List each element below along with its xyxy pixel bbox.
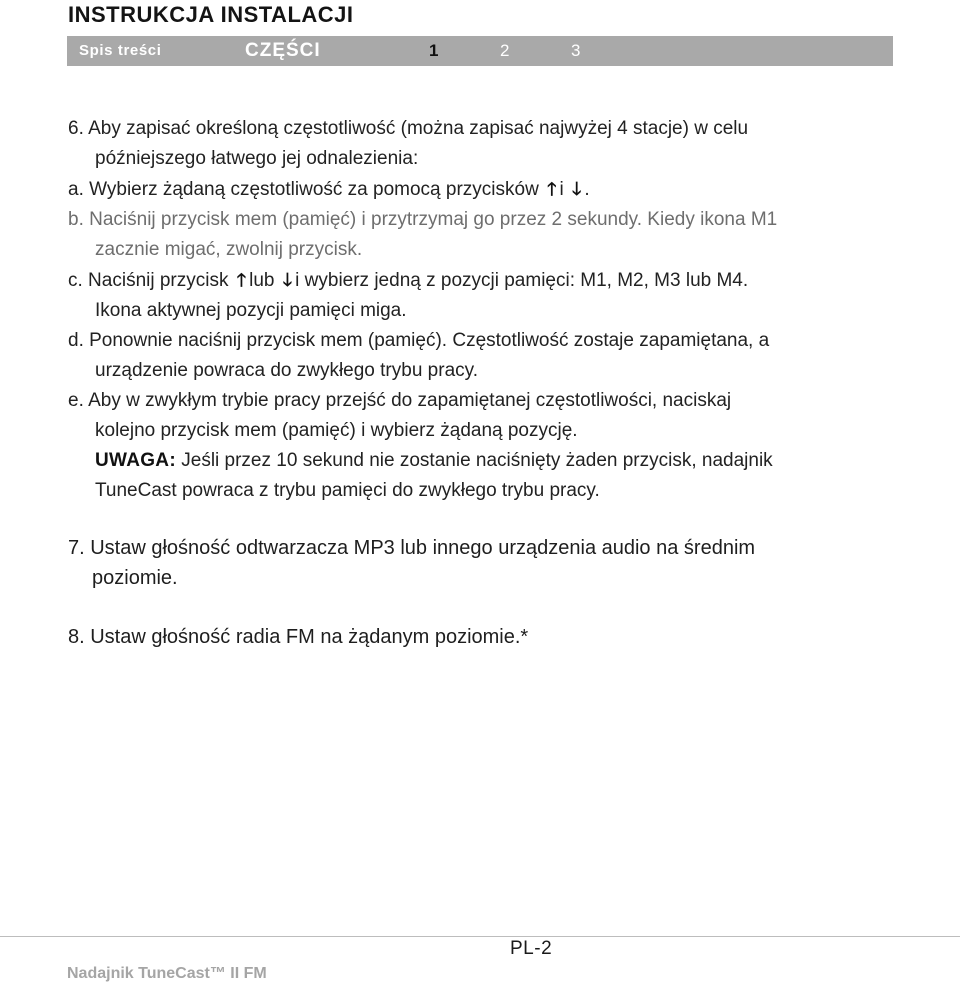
nav-link-parts[interactable]: CZĘŚCI [245, 40, 321, 61]
step-6-line-1: 6. Aby zapisać określoną częstotliwość (można zapisać najwyżej 4 stacje) w celu [68, 118, 749, 139]
section-navbar [67, 36, 893, 66]
step-6a [68, 174, 898, 205]
arrow-down-icon: 🡓 [282, 270, 293, 290]
nav-link-toc[interactable]: Spis treści [79, 42, 162, 59]
nav-link-page-2[interactable]: 2 [500, 41, 510, 60]
nav-link-page-3[interactable]: 3 [571, 41, 581, 60]
step-6b-line-2: zacznie migać, zwolnij przycisk. [95, 239, 363, 260]
nav-link-page-1[interactable]: 1 [429, 41, 439, 60]
step-7-line-2: poziomie. [92, 567, 178, 589]
step-6a-and: i [559, 179, 564, 200]
step-8: 8. Ustaw głośność radia FM na żądanym poziomie.* [68, 626, 529, 648]
step-6c-text: c. Naciśnij przycisk [68, 270, 229, 291]
step-6a-text: a. Wybierz żądaną częstotliwość za pomocą przycisków [68, 179, 539, 200]
warning-note-line-2: TuneCast powraca z trybu pamięci do zwykłego trybu pracy. [95, 480, 600, 501]
footer-divider [0, 936, 960, 937]
page-number: PL-2 [510, 938, 553, 959]
arrow-up-icon: 🡑 [547, 179, 557, 199]
warning-text: Jeśli przez 10 sekund nie zostanie naciśnięty żaden przycisk, nadajnik [175, 450, 773, 471]
arrow-up-icon: 🡑 [236, 270, 247, 290]
step-7 [68, 533, 755, 593]
step-7-line-1: 7. Ustaw głośność odtwarzacza MP3 lub innego urządzenia audio na średnim [68, 537, 756, 559]
step-6e-line-2: kolejno przycisk mem (pamięć) i wybierz żądaną pozycję. [95, 420, 578, 441]
step-6e-line-1: e. Aby w zwykłym trybie pracy przejść do zapamiętanej częstotliwości, naciskaj [68, 390, 732, 411]
step-6c-text-end: i wybierz jedną z pozycji pamięci: M1, M2, M3 lub M4. [295, 270, 749, 291]
step-6b-line-1: b. Naciśnij przycisk mem (pamięć) i przytrzymaj go przez 2 sekundy. Kiedy ikona M1 [68, 209, 778, 230]
step-6c-or: lub [249, 270, 275, 291]
instructions-body [68, 114, 898, 506]
product-name: Nadajnik TuneCast™ II FM [67, 965, 267, 982]
step-6a-period: . [584, 179, 590, 200]
warning-label: UWAGA: [95, 450, 176, 471]
step-6c-line-2: Ikona aktywnej pozycji pamięci miga. [95, 300, 407, 321]
step-6c [68, 265, 898, 296]
step-6d-line-2: urządzenie powraca do zwykłego trybu pracy. [95, 360, 479, 381]
page-title: INSTRUKCJA INSTALACJI [68, 2, 354, 27]
warning-note-line-1 [68, 446, 898, 476]
step-6d-line-1: d. Ponownie naciśnij przycisk mem (pamięć). Częstotliwość zostaje zapamiętana, a [68, 330, 770, 351]
arrow-down-icon: 🡓 [571, 179, 582, 199]
step-6-line-2: późniejszego łatwego jej odnalezienia: [95, 148, 419, 169]
